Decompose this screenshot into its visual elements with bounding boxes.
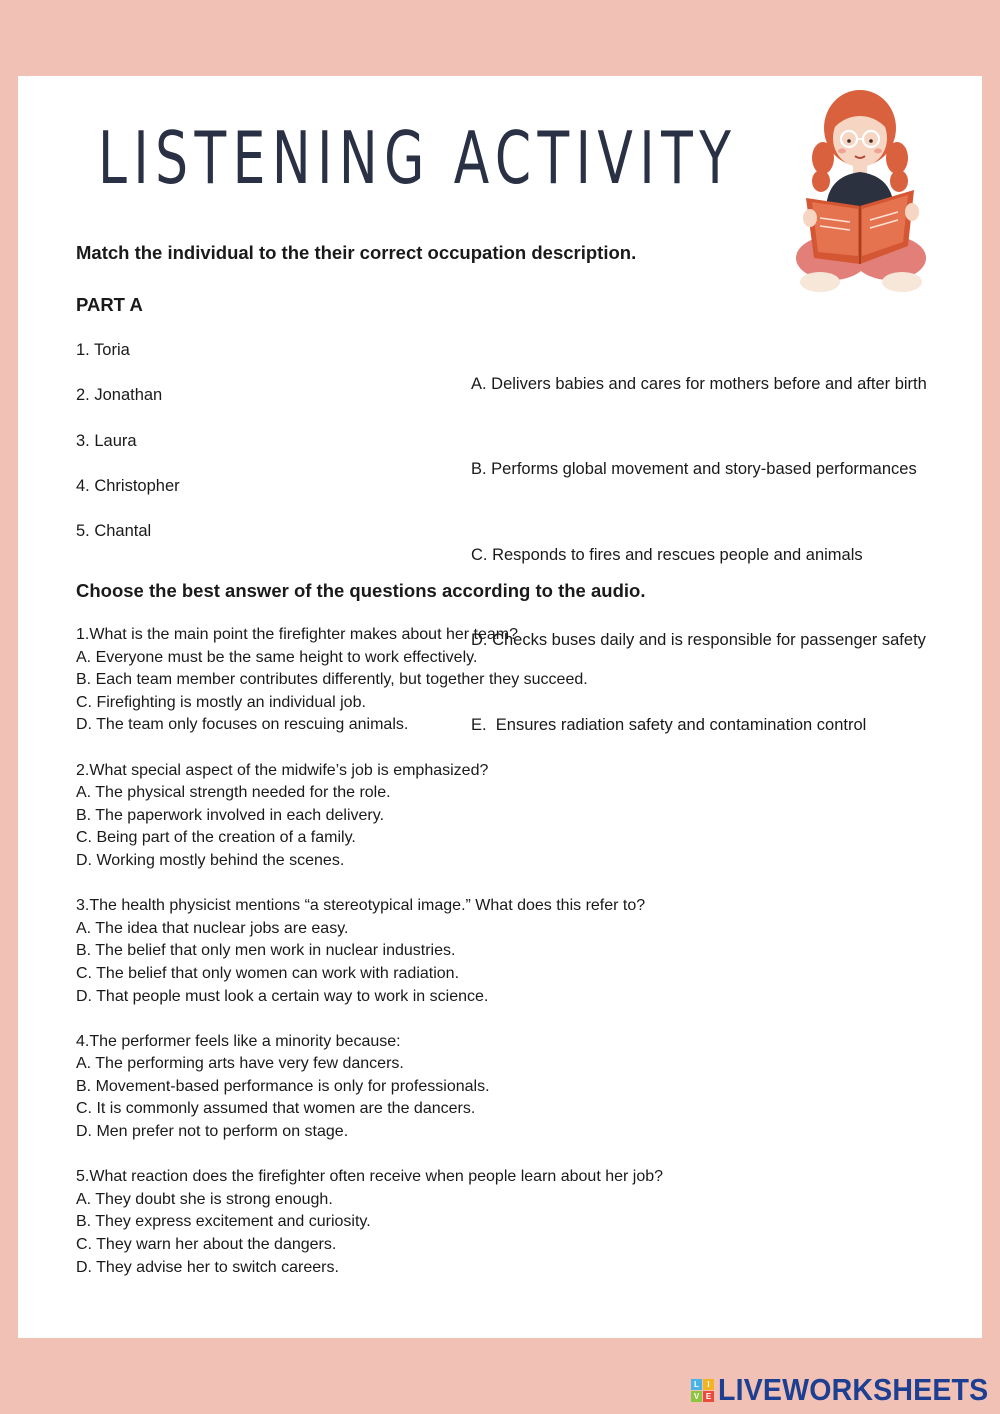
occupation-description: B. Performs global movement and story-based performances <box>471 460 917 479</box>
answer-option: A. Everyone must be the same height to work effectively. <box>76 648 478 666</box>
answer-option: C. Firefighting is mostly an individual job. <box>76 693 366 711</box>
individual-name: 3. Laura <box>76 431 137 450</box>
answer-option: D. Working mostly behind the scenes. <box>76 851 345 869</box>
liveworksheets-logo-icon: L I V E <box>691 1379 714 1402</box>
question-block <box>76 760 663 873</box>
answer-option: A. The physical strength needed for the role. <box>76 784 391 802</box>
question-prompt: 4.The performer feels like a minority because: <box>76 1032 401 1050</box>
individual-name: 4. Christopher <box>76 476 180 495</box>
answer-option: B. The belief that only men work in nuclear industries. <box>76 942 456 960</box>
question-block <box>76 1031 663 1144</box>
individual-name: 1. Toria <box>76 341 130 359</box>
answer-option: A. The performing arts have very few dancers. <box>76 1055 404 1073</box>
individual-name: 2. Jonathan <box>76 386 163 405</box>
answer-option: C. It is commonly assumed that women are the dancers. <box>76 1100 476 1118</box>
answer-option: D. Men prefer not to perform on stage. <box>76 1123 349 1141</box>
answer-option: D. The team only focuses on rescuing animals. <box>76 716 409 734</box>
question-prompt: 3.The health physicist mentions “a stereotypical image.” What does this refer to? <box>76 897 646 915</box>
questions-list <box>76 624 663 1302</box>
answer-option: B. Each team member contributes differently, but together they succeed. <box>76 671 588 689</box>
answer-option: C. The belief that only women can work with radiation. <box>76 964 460 982</box>
question-prompt: 1.What is the main point the firefighter makes about her team? <box>76 626 519 643</box>
reading-girl-illustration <box>790 86 930 304</box>
answer-option: A. They doubt she is strong enough. <box>76 1190 333 1208</box>
occupation-description: C. Responds to fires and rescues people and animals <box>471 545 863 564</box>
occupation-description: E. Ensures radiation safety and contamination control <box>471 716 867 735</box>
individual-names-list <box>76 341 180 567</box>
answer-option: D. That people must look a certain way to work in science. <box>76 987 489 1005</box>
answer-option: C. Being part of the creation of a family. <box>76 829 356 847</box>
answer-option: B. Movement-based performance is only for professionals. <box>76 1077 490 1095</box>
matching-instructions: Match the individual to the their correct occupation description. <box>76 242 637 263</box>
part-a-heading: PART A <box>76 294 143 315</box>
page-title: LISTENING ACTIVITY <box>98 116 738 200</box>
question-block <box>76 1166 663 1279</box>
answer-option: D. They advise her to switch careers. <box>76 1258 339 1276</box>
question-prompt: 5.What reaction does the firefighter often receive when people learn about her job? <box>76 1168 664 1186</box>
answer-option: A. The idea that nuclear jobs are easy. <box>76 919 349 937</box>
question-prompt: 2.What special aspect of the midwife’s job is emphasized? <box>76 761 489 779</box>
liveworksheets-logo-text: LIVEWORKSHEETS <box>718 1372 989 1407</box>
answer-option: B. They express excitement and curiosity. <box>76 1213 371 1231</box>
answer-option: B. The paperwork involved in each delivery. <box>76 806 385 824</box>
multiple-choice-instructions: Choose the best answer of the questions according to the audio. <box>76 580 646 601</box>
answer-option: C. They warn her about the dangers. <box>76 1236 337 1254</box>
individual-name: 5. Chantal <box>76 522 152 541</box>
occupation-description: D. Checks buses daily and is responsible for passenger safety <box>471 630 926 649</box>
occupation-description: A. Delivers babies and cares for mothers before and after birth <box>471 375 927 393</box>
question-block <box>76 895 663 1008</box>
question-block <box>76 624 663 737</box>
liveworksheets-logo[interactable] <box>691 1372 1000 1408</box>
